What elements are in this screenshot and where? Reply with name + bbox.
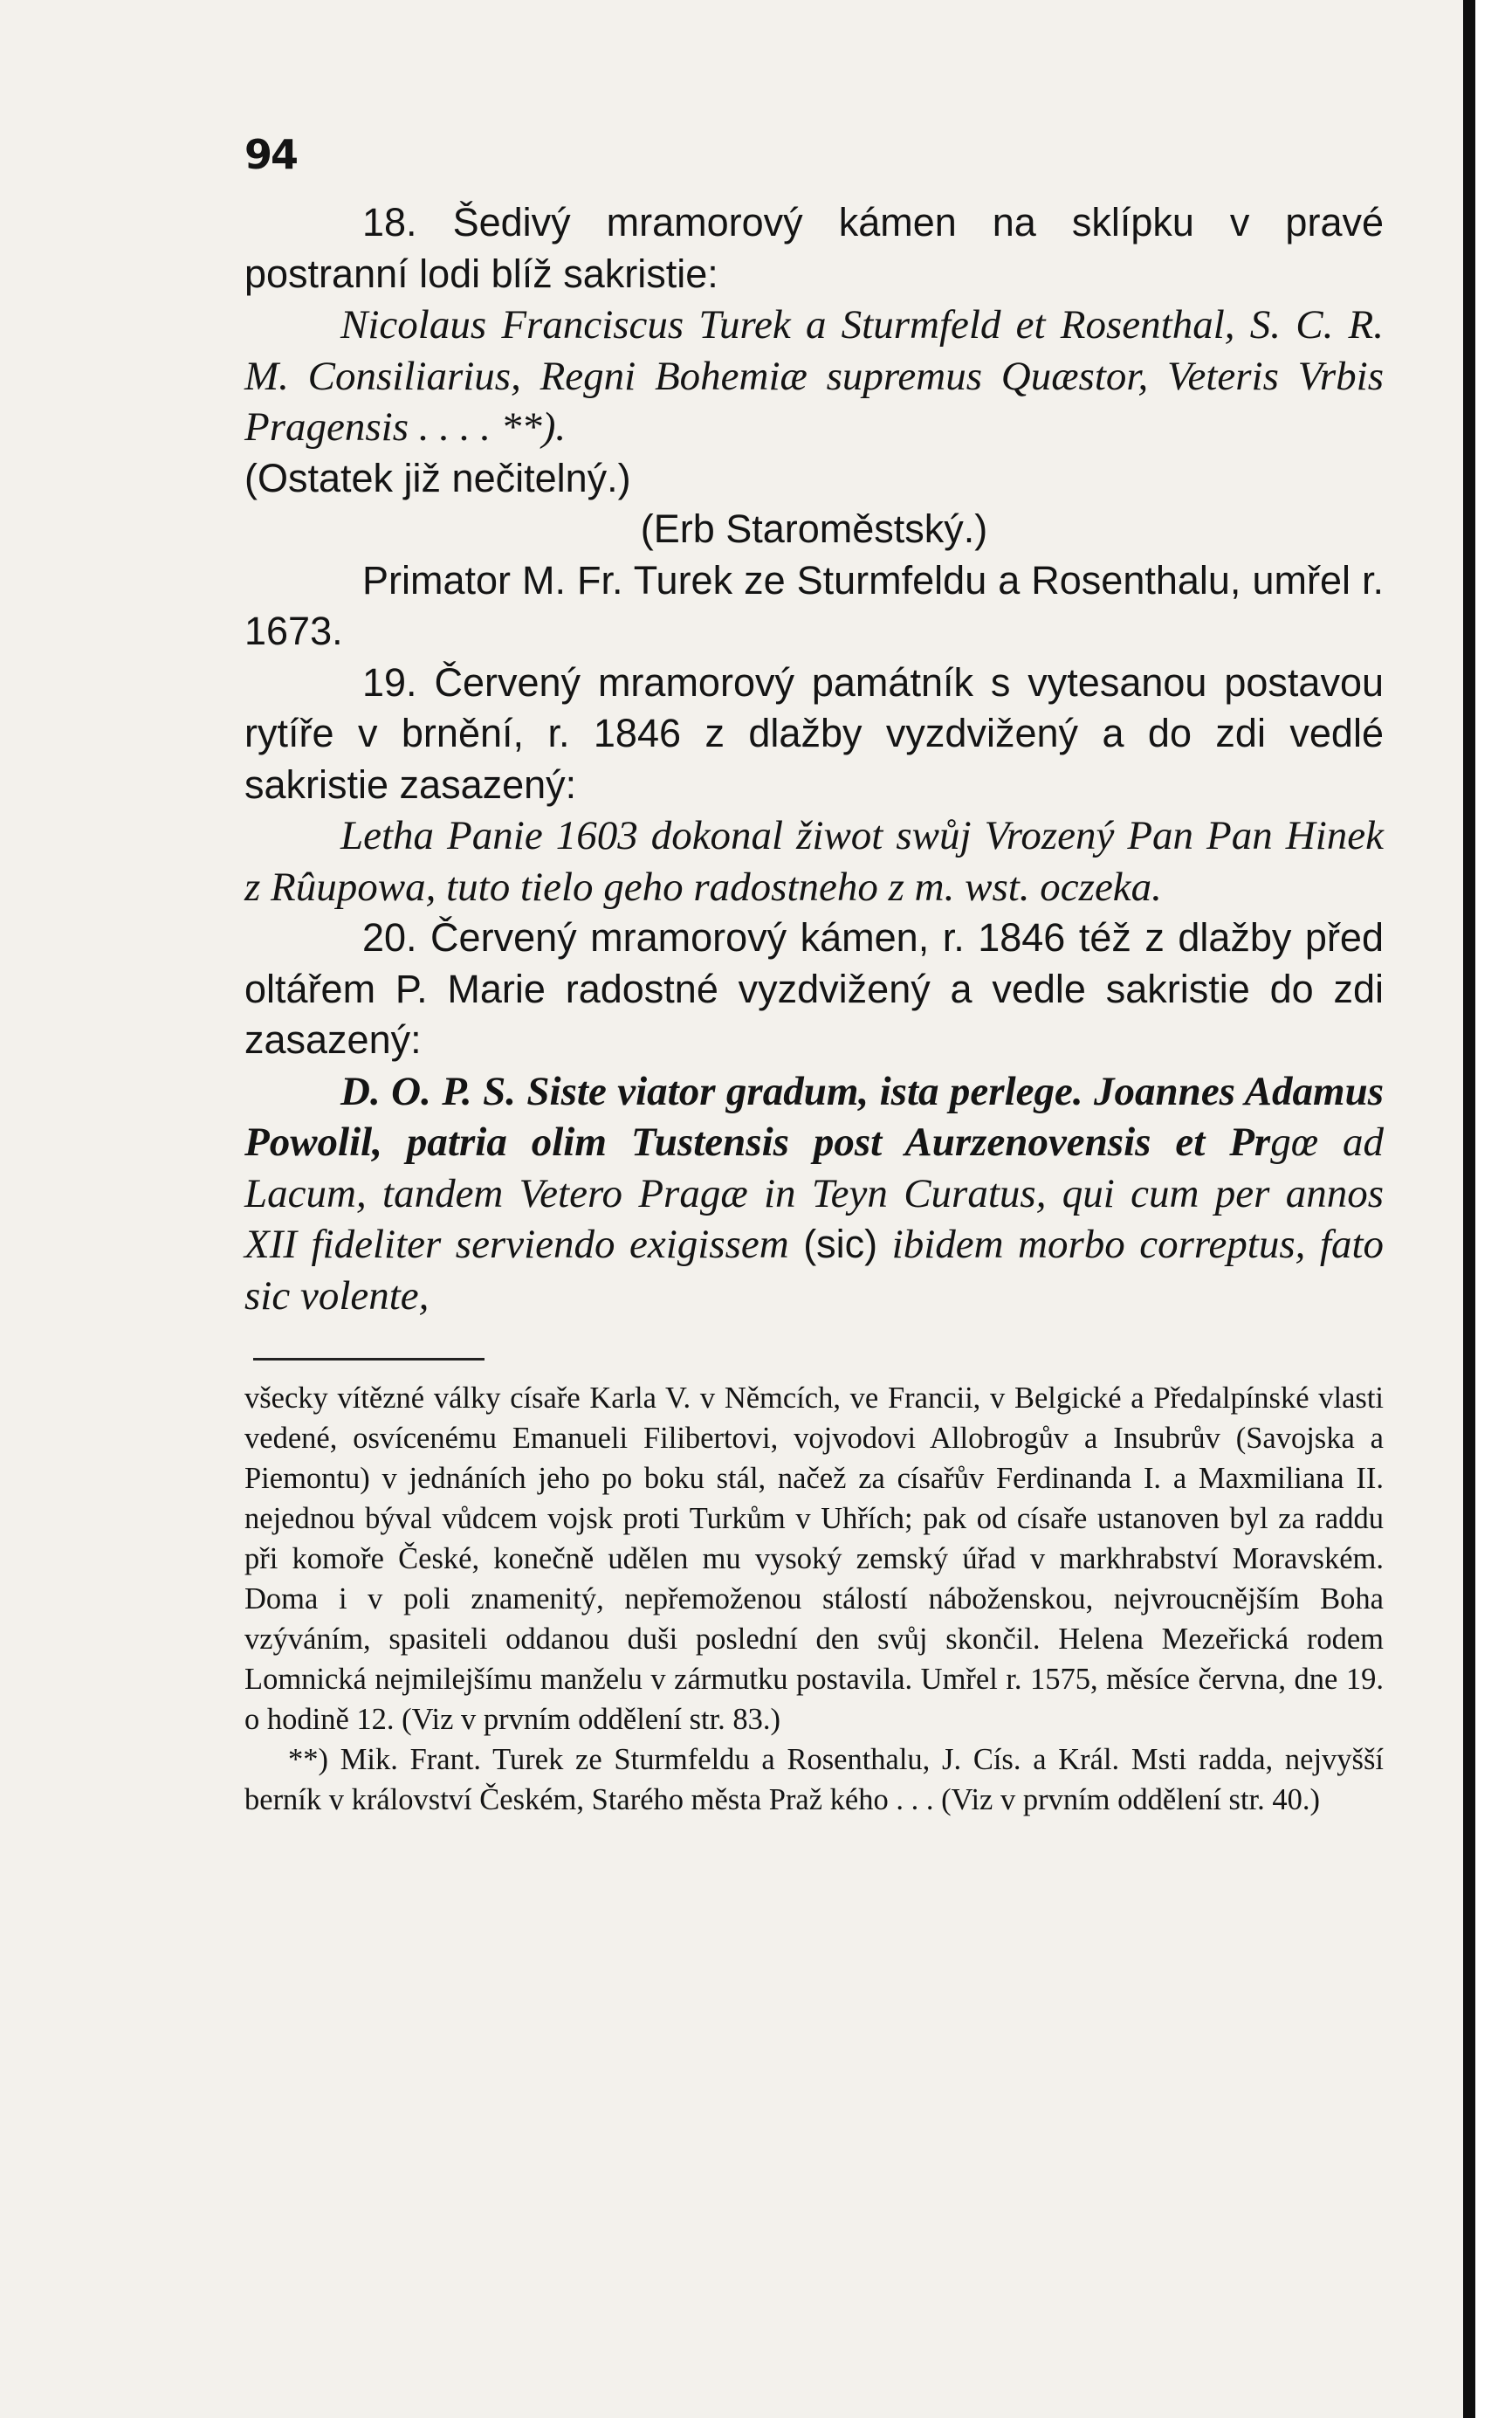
- page-content: [244, 131, 1384, 1820]
- entry-18-rest: (Ostatek již nečitelný.): [244, 455, 631, 500]
- page-number: 94: [244, 131, 298, 178]
- entry-20-inscription-part-2: gœ ad Lacum, tandem Vetero Pragæ in Teyn Curatus, qui cum per annos XII fideliter serviendo exigissem: [244, 1119, 1384, 1267]
- entry-19-inscription: Letha Panie 1603 dokonal žiwot swůj Vrozený Pan Pan Hinek z Rûupowa, tuto tielo geho radostneho z m. wst. oczeka.: [244, 813, 1384, 910]
- entry-18-note: Primator M. Fr. Turek ze Sturmfeldu a Rosenthalu, umřel r. 1673.: [244, 557, 1384, 653]
- footnote-2: **) Mik. Frant. Turek ze Sturmfeldu a Rosenthalu, J. Cís. a Král. Msti radda, nejvyšší berník v království Českém, Starého města Praž kého . . . (Viz v prvním oddělení str. 40.): [244, 1743, 1384, 1816]
- entry-20-intro: 20. Červený mramorový kámen, r. 1846 též z dlažby před oltářem P. Marie radostné vyzdvižený a vedle sakristie do zdi zasazený:: [244, 915, 1384, 1062]
- footnote-continued: všecky vítězné války císaře Karla V. v Němcích, ve Francii, v Belgické a Předalpínské vlasti vedené, osvícenému Emanueli Filibertovi, vojvodovi Allobrogův a Insubrův (Savojska a Piemontu) v jednáních jeho po boku stál, načež za císařův Ferdinanda I. a Maxmiliana II. nejednou býval vůdcem vojsk proti Turkům v Uhřích; pak od císaře ustanoven byl za raddu při komoře České, konečně udělen mu vysoký zemský úřad v markhrabství Moravském. Doma i v poli znamenitý, nepřemoženou stálostí náboženskou, nejvroucnějším Boha vzýváním, spasiteli oddanou duši poslední den svůj skončil. Helena Mezeřická rodem Lomnická nejmilejšímu manželu v zármutku postavila. Umřel r. 1575, měsíce června, dne 19. o hodině 12. (Viz v prvním oddělení str. 83.): [244, 1381, 1384, 1736]
- footnote-rule: [253, 1358, 485, 1361]
- scan-margin: [1475, 0, 1512, 2418]
- entry-20-inscription-part-1: D. O. P. S. Siste viator gradum, ista perlege. Joannes Adamus Powolil, patria olim Tustensis post Aurzenovensis et Pr: [244, 1068, 1384, 1165]
- page-edge-shadow: [1463, 0, 1475, 2418]
- entry-20-inscription-part-3: ibidem morbo correptus, fato sic volente,: [244, 1222, 1385, 1319]
- entry-18-intro: 18. Šedivý mramorový kámen na sklípku v pravé postranní lodi blíž sakristie:: [244, 200, 1384, 296]
- entry-20-sic: (sic): [803, 1222, 878, 1266]
- footnotes: [244, 1378, 1384, 1820]
- entry-20-inscription: [244, 1066, 1384, 1322]
- entry-19-intro: 19. Červený mramorový památník s vytesanou postavou rytíře v brnění, r. 1846 z dlažby vyzdvižený a do zdi vedlé sakristie zasazený:: [244, 659, 1384, 807]
- main-text: [244, 197, 1384, 1321]
- entry-18-inscription: Nicolaus Franciscus Turek a Sturmfeld et Rosenthal, S. C. R. M. Consiliarius, Regni Bohemiæ supremus Quæstor, Veteris Vrbis Pragensis . . . . **).: [244, 302, 1384, 450]
- entry-18-arms: (Erb Staroměstský.): [640, 506, 988, 551]
